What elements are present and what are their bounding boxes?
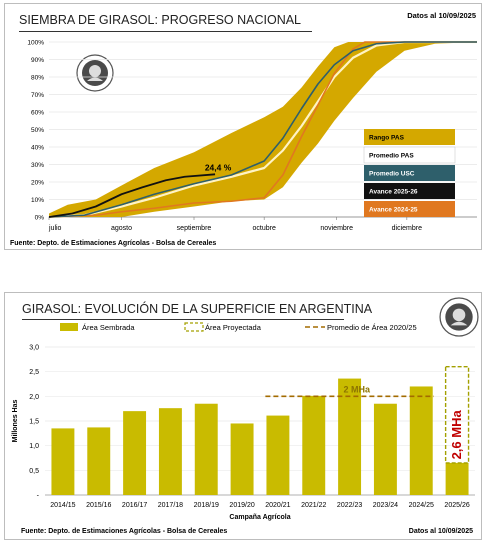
y-tick-label: 20%	[30, 179, 44, 187]
area-chart-panel	[4, 292, 482, 540]
y-tick-label: 10%	[30, 197, 44, 204]
x-tick-label: 2014/15	[50, 502, 76, 509]
x-tick-label: 2017/18	[157, 502, 184, 509]
legend-area-proyectada-swatch	[185, 323, 203, 331]
y-tick-label: 100%	[27, 39, 44, 47]
legend-avance-2025-26-label: Avance 2025-26	[369, 188, 418, 196]
bar-2018-19	[195, 404, 218, 495]
y-tick-label: 3,0	[29, 344, 39, 352]
progress-chart-panel	[4, 3, 482, 250]
x-tick-label: septiembre	[176, 225, 212, 232]
bar-2015-16	[87, 427, 110, 495]
bar-2020-21	[266, 416, 289, 495]
bar-2019-20	[231, 423, 254, 495]
x-tick-label: 2016/17	[121, 502, 148, 509]
bar-2014-15	[51, 428, 74, 495]
area-chart	[5, 293, 483, 541]
x-tick-label: octubre	[252, 225, 276, 232]
x-tick-label: 2015/16	[86, 502, 112, 509]
legend-area-proyectada: Área Proyectada	[205, 323, 261, 332]
bar-2023-24	[374, 404, 397, 495]
x-tick-label: 2023/24	[372, 502, 399, 509]
current-value-annotation: 24,4 %	[204, 162, 232, 173]
x-tick-label: 2021/22	[301, 502, 327, 509]
y-tick-label: -	[36, 492, 39, 500]
x-tick-label: diciembre	[391, 225, 423, 232]
legend-promedio-usc-label: Promedio USC	[369, 170, 415, 178]
y-tick-label: 1,0	[29, 443, 39, 451]
chart1-source: Fuente: Depto. de Estimaciones Agrícolas - Bolsa de Cereales	[10, 240, 217, 247]
x-tick-label: 2020/21	[265, 502, 291, 509]
legend-area-sembrada: Área Sembrada	[82, 323, 135, 332]
y-tick-label: 0%	[34, 214, 44, 222]
x-tick-label: 2025/26	[444, 502, 470, 509]
legend-average: Promedio de Área 2020/25	[327, 323, 417, 332]
x-tick-label: 2019/20	[229, 502, 255, 509]
x-axis-label: Campaña Agrícola	[229, 514, 291, 521]
chart2-source: Fuente: Depto. de Estimaciones Agrícolas - Bolsa de Cereales	[21, 528, 228, 535]
bar-2016-17	[123, 411, 146, 495]
x-tick-label: 2024/25	[408, 502, 434, 509]
legend-avance-2024-25-label: Avance 2024-25	[369, 206, 418, 214]
projected-value-label: 2,6 MHa	[449, 410, 465, 460]
x-tick-label: 2022/23	[336, 502, 363, 509]
y-tick-label: 50%	[30, 127, 44, 134]
x-tick-label: 2018/19	[193, 502, 219, 509]
y-tick-label: 60%	[30, 109, 44, 117]
bar-2025-26	[446, 463, 469, 495]
y-tick-label: 2,0	[29, 393, 39, 401]
y-tick-label: 30%	[30, 162, 44, 169]
y-tick-label: 2,5	[29, 369, 39, 377]
legend-rango-pas-label: Rango PAS	[369, 134, 404, 142]
chart1-title: SIEMBRA DE GIRASOL: PROGRESO NACIONAL	[19, 13, 302, 27]
bar-2024-25	[410, 386, 433, 495]
y-tick-label: 1,5	[29, 418, 39, 426]
bar-2021-22	[302, 396, 325, 495]
x-tick-label: julio	[49, 225, 62, 232]
x-tick-label: agosto	[110, 225, 133, 232]
legend-area-sembrada-swatch	[60, 323, 78, 331]
average-value-label: 2 MHa	[343, 384, 371, 395]
bar-2017-18	[159, 408, 182, 495]
y-tick-label: 0,5	[29, 467, 39, 475]
legend-promedio-pas-label: Promedio PAS	[369, 152, 414, 160]
x-tick-label: noviembre	[320, 225, 354, 232]
chart2-title: GIRASOL: EVOLUCIÓN DE LA SUPERFICIE EN ARGENTINA	[22, 302, 373, 316]
y-tick-label: 40%	[30, 144, 44, 152]
y-tick-label: 90%	[30, 57, 44, 64]
y-tick-label: 80%	[30, 74, 44, 82]
progress-chart	[5, 4, 483, 251]
y-tick-label: 70%	[30, 92, 44, 99]
y-axis-label: Millones Has	[12, 399, 19, 443]
chart1-date: Datos al 10/09/2025	[407, 11, 476, 20]
chart2-date: Datos al 10/09/2025	[408, 528, 473, 535]
